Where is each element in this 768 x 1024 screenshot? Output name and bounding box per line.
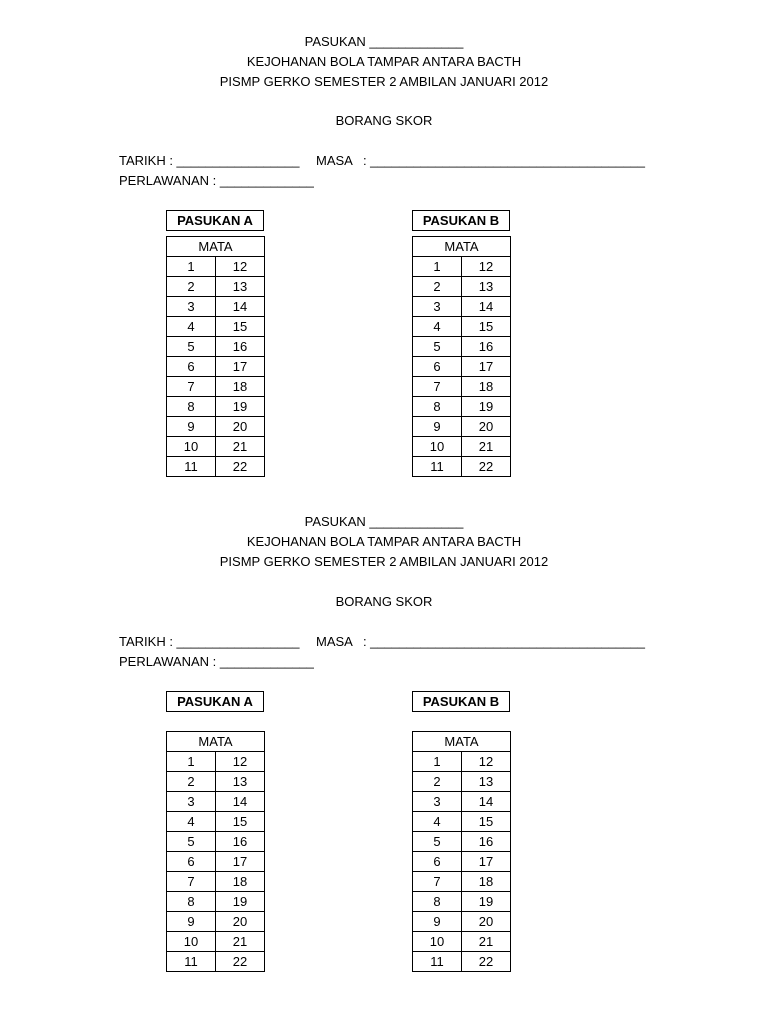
score-cell[interactable]: 6 <box>413 852 462 872</box>
table-row <box>167 932 265 952</box>
score-header: MATA <box>167 732 265 752</box>
tarikh-field[interactable]: TARIKH : _________________ <box>119 153 300 168</box>
table-row <box>413 257 511 277</box>
table-row <box>413 377 511 397</box>
table-row <box>413 852 511 872</box>
score-form-2 <box>0 481 768 969</box>
score-cell[interactable]: 17 <box>462 852 511 872</box>
table-row <box>167 872 265 892</box>
score-cell[interactable]: 2 <box>413 277 462 297</box>
score-cell[interactable]: 6 <box>167 357 216 377</box>
pasukan-line: PASUKAN _____________ <box>304 34 464 49</box>
score-cell[interactable]: 17 <box>462 357 511 377</box>
team-a-label: PASUKAN A <box>166 210 264 231</box>
score-cell[interactable]: 2 <box>167 772 216 792</box>
score-cell[interactable]: 13 <box>216 277 265 297</box>
table-row <box>167 277 265 297</box>
table-row <box>167 437 265 457</box>
score-cell[interactable]: 5 <box>167 337 216 357</box>
score-cell[interactable]: 11 <box>167 457 216 477</box>
score-cell[interactable]: 4 <box>413 317 462 337</box>
score-cell[interactable]: 11 <box>413 952 462 972</box>
event-title: KEJOHANAN BOLA TAMPAR ANTARA BACTH <box>246 534 522 549</box>
score-cell[interactable]: 10 <box>167 932 216 952</box>
table-row <box>167 792 265 812</box>
table-row <box>413 912 511 932</box>
table-row <box>167 397 265 417</box>
table-row <box>413 317 511 337</box>
score-table-team-a <box>166 236 265 477</box>
score-cell[interactable]: 12 <box>462 257 511 277</box>
score-cell[interactable]: 8 <box>413 892 462 912</box>
score-cell[interactable]: 6 <box>167 852 216 872</box>
score-cell[interactable]: 13 <box>462 772 511 792</box>
event-title: KEJOHANAN BOLA TAMPAR ANTARA BACTH <box>246 54 522 69</box>
score-cell[interactable]: 22 <box>462 457 511 477</box>
table-row <box>167 357 265 377</box>
score-cell[interactable]: 19 <box>216 892 265 912</box>
table-row <box>413 277 511 297</box>
score-cell[interactable]: 10 <box>167 437 216 457</box>
score-cell[interactable]: 21 <box>462 932 511 952</box>
score-cell[interactable]: 19 <box>216 397 265 417</box>
score-cell[interactable]: 16 <box>216 832 265 852</box>
score-cell[interactable]: 15 <box>216 317 265 337</box>
score-form-1 <box>0 0 768 480</box>
pasukan-line: PASUKAN _____________ <box>304 514 464 529</box>
score-cell[interactable]: 19 <box>462 397 511 417</box>
score-cell[interactable]: 4 <box>413 812 462 832</box>
score-cell[interactable]: 10 <box>413 437 462 457</box>
score-cell[interactable]: 7 <box>167 872 216 892</box>
score-cell[interactable]: 19 <box>462 892 511 912</box>
table-row <box>167 892 265 912</box>
table-row <box>413 437 511 457</box>
table-row <box>413 932 511 952</box>
event-subtitle: PISMP GERKO SEMESTER 2 AMBILAN JANUARI 2012 <box>219 74 549 89</box>
score-cell[interactable]: 15 <box>462 812 511 832</box>
score-cell[interactable]: 4 <box>167 317 216 337</box>
score-cell[interactable]: 10 <box>413 932 462 952</box>
score-cell[interactable]: 5 <box>413 832 462 852</box>
table-row <box>413 417 511 437</box>
score-cell[interactable]: 21 <box>216 437 265 457</box>
score-cell[interactable]: 9 <box>413 417 462 437</box>
score-cell[interactable]: 5 <box>413 337 462 357</box>
score-cell[interactable]: 8 <box>167 397 216 417</box>
table-row <box>167 912 265 932</box>
score-cell[interactable]: 7 <box>413 872 462 892</box>
score-cell[interactable]: 11 <box>413 457 462 477</box>
score-cell[interactable]: 9 <box>167 912 216 932</box>
table-row <box>167 852 265 872</box>
table-row <box>413 872 511 892</box>
score-cell[interactable]: 5 <box>167 832 216 852</box>
score-cell[interactable]: 21 <box>216 932 265 952</box>
score-cell[interactable]: 22 <box>216 952 265 972</box>
table-row <box>167 317 265 337</box>
score-cell[interactable]: 15 <box>462 317 511 337</box>
table-row <box>413 792 511 812</box>
score-cell[interactable]: 1 <box>167 257 216 277</box>
score-cell[interactable]: 18 <box>216 872 265 892</box>
score-cell[interactable]: 15 <box>216 812 265 832</box>
score-cell[interactable]: 2 <box>413 772 462 792</box>
score-cell[interactable]: 14 <box>216 792 265 812</box>
score-cell[interactable]: 20 <box>216 912 265 932</box>
score-cell[interactable]: 18 <box>462 872 511 892</box>
score-cell[interactable]: 16 <box>462 832 511 852</box>
table-row <box>167 417 265 437</box>
score-cell[interactable]: 7 <box>413 377 462 397</box>
score-cell[interactable]: 16 <box>216 337 265 357</box>
table-row <box>167 257 265 277</box>
tarikh-field[interactable]: TARIKH : _________________ <box>119 634 300 649</box>
team-a-label: PASUKAN A <box>166 691 264 712</box>
score-cell[interactable]: 8 <box>413 397 462 417</box>
score-cell[interactable]: 11 <box>167 952 216 972</box>
score-cell[interactable]: 8 <box>167 892 216 912</box>
score-cell[interactable]: 9 <box>413 912 462 932</box>
table-row <box>413 297 511 317</box>
table-row <box>413 357 511 377</box>
table-row <box>413 892 511 912</box>
score-cell[interactable]: 14 <box>216 297 265 317</box>
team-b-label: PASUKAN B <box>412 691 510 712</box>
score-cell[interactable]: 3 <box>413 792 462 812</box>
score-cell[interactable]: 22 <box>216 457 265 477</box>
score-cell[interactable]: 7 <box>167 377 216 397</box>
score-cell[interactable]: 3 <box>167 792 216 812</box>
score-cell[interactable]: 17 <box>216 852 265 872</box>
table-row <box>413 337 511 357</box>
score-header: MATA <box>167 237 265 257</box>
table-row <box>167 297 265 317</box>
score-table-team-b <box>412 236 511 477</box>
event-subtitle: PISMP GERKO SEMESTER 2 AMBILAN JANUARI 2012 <box>219 554 549 569</box>
score-cell[interactable]: 20 <box>216 417 265 437</box>
table-row <box>167 457 265 477</box>
score-table-team-b <box>412 731 511 972</box>
score-cell[interactable]: 18 <box>462 377 511 397</box>
table-row <box>413 832 511 852</box>
score-cell[interactable]: 6 <box>413 357 462 377</box>
table-row <box>167 952 265 972</box>
score-table-team-a <box>166 731 265 972</box>
masa-field[interactable]: MASA : ______________________________________ <box>316 634 645 649</box>
score-cell[interactable]: 17 <box>216 357 265 377</box>
score-cell[interactable]: 21 <box>462 437 511 457</box>
perlawanan-field[interactable]: PERLAWANAN : _____________ <box>119 654 314 669</box>
perlawanan-field[interactable]: PERLAWANAN : _____________ <box>119 173 314 188</box>
table-row <box>167 812 265 832</box>
score-cell[interactable]: 3 <box>167 297 216 317</box>
table-row <box>167 377 265 397</box>
score-cell[interactable]: 22 <box>462 952 511 972</box>
score-cell[interactable]: 12 <box>216 257 265 277</box>
score-cell[interactable]: 16 <box>462 337 511 357</box>
score-cell[interactable]: 3 <box>413 297 462 317</box>
score-cell[interactable]: 12 <box>216 752 265 772</box>
table-row <box>167 337 265 357</box>
table-row <box>167 752 265 772</box>
score-cell[interactable]: 9 <box>167 417 216 437</box>
score-cell[interactable]: 4 <box>167 812 216 832</box>
table-row <box>413 397 511 417</box>
team-b-label: PASUKAN B <box>412 210 510 231</box>
table-row <box>413 457 511 477</box>
score-cell[interactable]: 18 <box>216 377 265 397</box>
score-header: MATA <box>413 237 511 257</box>
table-row <box>167 832 265 852</box>
score-cell[interactable]: 14 <box>462 792 511 812</box>
score-cell[interactable]: 1 <box>167 752 216 772</box>
table-row <box>167 772 265 792</box>
score-header: MATA <box>413 732 511 752</box>
score-cell[interactable]: 14 <box>462 297 511 317</box>
masa-field[interactable]: MASA : ______________________________________ <box>316 153 645 168</box>
score-cell[interactable]: 13 <box>462 277 511 297</box>
table-row <box>413 772 511 792</box>
score-cell[interactable]: 12 <box>462 752 511 772</box>
score-cell[interactable]: 1 <box>413 752 462 772</box>
score-cell[interactable]: 2 <box>167 277 216 297</box>
form-title: BORANG SKOR <box>335 113 433 128</box>
score-cell[interactable]: 20 <box>462 417 511 437</box>
score-cell[interactable]: 13 <box>216 772 265 792</box>
score-cell[interactable]: 20 <box>462 912 511 932</box>
score-cell[interactable]: 1 <box>413 257 462 277</box>
table-row <box>413 812 511 832</box>
table-row <box>413 752 511 772</box>
table-row <box>413 952 511 972</box>
form-title: BORANG SKOR <box>335 594 433 609</box>
